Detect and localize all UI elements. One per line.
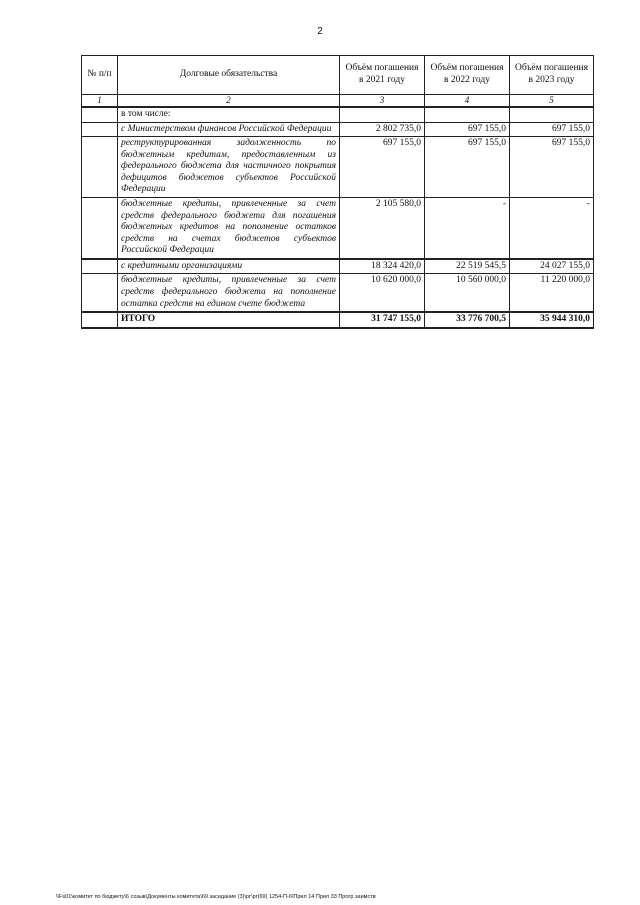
value-2023: - bbox=[510, 198, 594, 259]
value-2022: - bbox=[425, 198, 510, 259]
value-2021: 2 802 735,0 bbox=[340, 122, 425, 137]
header-volume-2021: Объём погашения в 2021 году bbox=[340, 56, 425, 95]
page-number: 2 bbox=[317, 26, 323, 37]
row-number bbox=[82, 312, 118, 328]
column-index: 3 bbox=[340, 95, 425, 107]
header-volume-2022: Объём погашения в 2022 году bbox=[425, 56, 510, 95]
debt-obligations-table bbox=[81, 55, 594, 329]
value-2022: 697 155,0 bbox=[425, 122, 510, 137]
value-2022 bbox=[425, 107, 510, 122]
column-index-row bbox=[82, 95, 594, 107]
total-row bbox=[82, 312, 594, 328]
total-2023: 35 944 310,0 bbox=[510, 312, 594, 328]
table-row bbox=[82, 198, 594, 259]
row-number bbox=[82, 198, 118, 259]
column-index: 4 bbox=[425, 95, 510, 107]
total-label: ИТОГО bbox=[118, 312, 340, 328]
header-volume-2023: Объём погашения в 2023 году bbox=[510, 56, 594, 95]
header-debt-obligations: Долговые обязательства bbox=[118, 56, 340, 95]
value-2021: 18 324 420,0 bbox=[340, 259, 425, 274]
row-description: с Министерством финансов Российской Федерации bbox=[118, 122, 340, 137]
value-2023: 11 220 000,0 bbox=[510, 274, 594, 312]
total-2022: 33 776 700,5 bbox=[425, 312, 510, 328]
value-2021: 697 155,0 bbox=[340, 137, 425, 198]
value-2022: 10 560 000,0 bbox=[425, 274, 510, 312]
value-2023: 697 155,0 bbox=[510, 137, 594, 198]
row-description: бюджетные кредиты, привлеченные за счет средств федерального бюджета на пополнение остатка средств на едином счете бюджета bbox=[118, 274, 340, 312]
value-2022: 22 519 545,5 bbox=[425, 259, 510, 274]
row-description: в том числе: bbox=[118, 107, 340, 122]
footer-file-path: \\Fs01\комитет по бюджету\6 созыв\Документы комитета\69 заседание (3)\рг\рг(69) 1254-П-6\Прил 14 Прил 33 Прогр заимств bbox=[56, 894, 376, 900]
value-2023: 24 027 155,0 bbox=[510, 259, 594, 274]
row-number bbox=[82, 274, 118, 312]
value-2022: 697 155,0 bbox=[425, 137, 510, 198]
column-index: 1 bbox=[82, 95, 118, 107]
table-row bbox=[82, 274, 594, 312]
table-row bbox=[82, 122, 594, 137]
column-index: 2 bbox=[118, 95, 340, 107]
row-number bbox=[82, 137, 118, 198]
value-2023: 697 155,0 bbox=[510, 122, 594, 137]
total-2021: 31 747 155,0 bbox=[340, 312, 425, 328]
value-2021 bbox=[340, 107, 425, 122]
table-row bbox=[82, 259, 594, 274]
row-number bbox=[82, 259, 118, 274]
header-number: № п/п bbox=[82, 56, 118, 95]
column-index: 5 bbox=[510, 95, 594, 107]
row-description: с кредитными организациями bbox=[118, 259, 340, 274]
value-2021: 2 105 580,0 bbox=[340, 198, 425, 259]
row-description: реструктурированная задолженность по бюджетным кредитам, предоставленным из федерального бюджета для частичного покрытия дефицитов бюджетов субъектов Российской Федерации bbox=[118, 137, 340, 198]
row-number bbox=[82, 122, 118, 137]
table-row bbox=[82, 137, 594, 198]
table-row bbox=[82, 107, 594, 122]
value-2021: 10 620 000,0 bbox=[340, 274, 425, 312]
value-2023 bbox=[510, 107, 594, 122]
table-header-row bbox=[82, 56, 594, 95]
row-number bbox=[82, 107, 118, 122]
row-description: бюджетные кредиты, привлеченные за счет средств федерального бюджета для погашения бюджетных кредитов на пополнение остатков средств на счетах бюджетов субъектов Российской Федерации bbox=[118, 198, 340, 259]
